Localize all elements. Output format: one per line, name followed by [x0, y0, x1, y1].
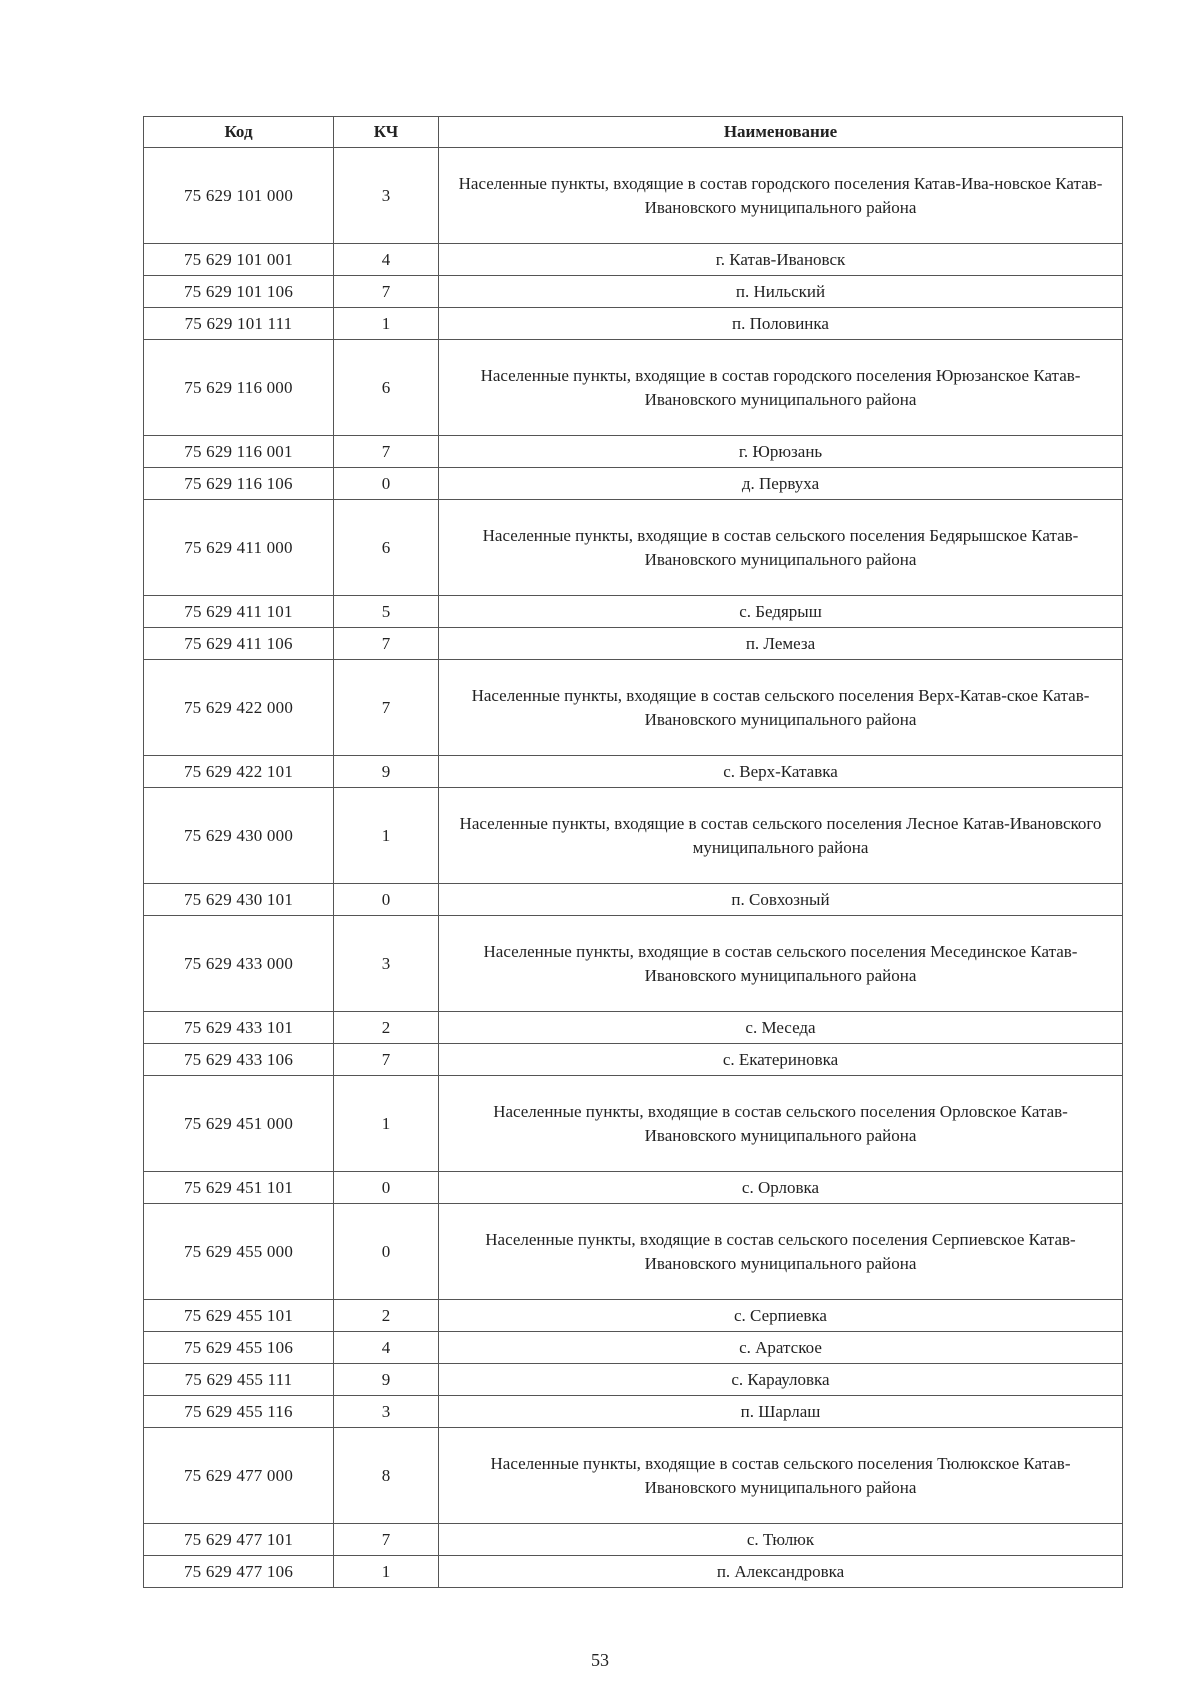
table-row	[144, 1524, 1123, 1556]
cell-name: с. Карауловка	[439, 1364, 1123, 1396]
cell-name: Населенные пункты, входящие в состав сельского поселения Месединское Катав-Ивановского муниципального района	[439, 916, 1123, 1012]
classifier-table	[143, 116, 1123, 1588]
cell-code: 75 629 477 106	[144, 1556, 334, 1588]
table-row	[144, 1396, 1123, 1428]
table-row	[144, 244, 1123, 276]
cell-code: 75 629 433 000	[144, 916, 334, 1012]
header-kch: КЧ	[334, 117, 439, 148]
table-row	[144, 1332, 1123, 1364]
cell-code: 75 629 411 000	[144, 500, 334, 596]
cell-name: Населенные пункты, входящие в состав сельского поселения Орловское Катав-Ивановского муниципального района	[439, 1076, 1123, 1172]
cell-code: 75 629 477 000	[144, 1428, 334, 1524]
table-row	[144, 660, 1123, 756]
cell-name: с. Орловка	[439, 1172, 1123, 1204]
cell-code: 75 629 101 000	[144, 148, 334, 244]
table-row	[144, 436, 1123, 468]
cell-code: 75 629 430 101	[144, 884, 334, 916]
cell-code: 75 629 101 106	[144, 276, 334, 308]
cell-kch: 3	[334, 148, 439, 244]
cell-code: 75 629 116 001	[144, 436, 334, 468]
cell-kch: 1	[334, 1076, 439, 1172]
cell-name: с. Аратское	[439, 1332, 1123, 1364]
cell-kch: 4	[334, 244, 439, 276]
cell-code: 75 629 101 111	[144, 308, 334, 340]
header-code: Код	[144, 117, 334, 148]
cell-kch: 0	[334, 468, 439, 500]
cell-kch: 2	[334, 1012, 439, 1044]
table-body	[144, 148, 1123, 1588]
table-row	[144, 1364, 1123, 1396]
cell-name: с. Меседа	[439, 1012, 1123, 1044]
cell-code: 75 629 430 000	[144, 788, 334, 884]
cell-code: 75 629 455 111	[144, 1364, 334, 1396]
table-row	[144, 1300, 1123, 1332]
cell-kch: 0	[334, 1204, 439, 1300]
cell-name: Населенные пункты, входящие в состав сельского поселения Лесное Катав-Ивановского муниципального района	[439, 788, 1123, 884]
table-row	[144, 596, 1123, 628]
cell-name: Населенные пункты, входящие в состав сельского поселения Серпиевское Катав-Ивановского муниципального района	[439, 1204, 1123, 1300]
table-row	[144, 1204, 1123, 1300]
table-row	[144, 628, 1123, 660]
header-name: Наименование	[439, 117, 1123, 148]
cell-kch: 1	[334, 788, 439, 884]
cell-kch: 1	[334, 1556, 439, 1588]
cell-name: п. Совхозный	[439, 884, 1123, 916]
cell-name: п. Александровка	[439, 1556, 1123, 1588]
cell-code: 75 629 116 106	[144, 468, 334, 500]
cell-name: г. Катав-Ивановск	[439, 244, 1123, 276]
cell-name: с. Тюлюк	[439, 1524, 1123, 1556]
cell-name: п. Лемеза	[439, 628, 1123, 660]
cell-kch: 0	[334, 1172, 439, 1204]
cell-kch: 7	[334, 436, 439, 468]
table-row	[144, 916, 1123, 1012]
cell-kch: 8	[334, 1428, 439, 1524]
table-row	[144, 1172, 1123, 1204]
cell-kch: 7	[334, 1524, 439, 1556]
table-row	[144, 148, 1123, 244]
cell-kch: 7	[334, 628, 439, 660]
cell-kch: 7	[334, 1044, 439, 1076]
table-header-row	[144, 117, 1123, 148]
cell-name: Населенные пункты, входящие в состав сельского поселения Тюлюкское Катав-Ивановского муниципального района	[439, 1428, 1123, 1524]
table-row	[144, 340, 1123, 436]
cell-name: Населенные пункты, входящие в состав сельского поселения Верх-Катав-ское Катав-Ивановского муниципального района	[439, 660, 1123, 756]
cell-name: п. Половинка	[439, 308, 1123, 340]
table-row	[144, 1428, 1123, 1524]
cell-name: Населенные пункты, входящие в состав сельского поселения Бедярышское Катав-Ивановского муниципального района	[439, 500, 1123, 596]
cell-code: 75 629 455 101	[144, 1300, 334, 1332]
cell-kch: 2	[334, 1300, 439, 1332]
cell-kch: 1	[334, 308, 439, 340]
cell-kch: 3	[334, 916, 439, 1012]
cell-kch: 3	[334, 1396, 439, 1428]
table-row	[144, 276, 1123, 308]
cell-code: 75 629 116 000	[144, 340, 334, 436]
cell-name: с. Верх-Катавка	[439, 756, 1123, 788]
table-row	[144, 884, 1123, 916]
cell-code: 75 629 477 101	[144, 1524, 334, 1556]
cell-kch: 5	[334, 596, 439, 628]
table-row	[144, 500, 1123, 596]
table-row	[144, 1076, 1123, 1172]
cell-code: 75 629 455 106	[144, 1332, 334, 1364]
cell-kch: 6	[334, 340, 439, 436]
cell-kch: 9	[334, 1364, 439, 1396]
cell-code: 75 629 433 101	[144, 1012, 334, 1044]
cell-name: п. Шарлаш	[439, 1396, 1123, 1428]
cell-name: с. Бедярыш	[439, 596, 1123, 628]
cell-name: Населенные пункты, входящие в состав городского поселения Катав-Ива-новское Катав-Ивановского муниципального района	[439, 148, 1123, 244]
cell-kch: 7	[334, 660, 439, 756]
table-row	[144, 756, 1123, 788]
table-row	[144, 1044, 1123, 1076]
cell-code: 75 629 101 001	[144, 244, 334, 276]
cell-kch: 9	[334, 756, 439, 788]
cell-code: 75 629 455 000	[144, 1204, 334, 1300]
cell-name: п. Нильский	[439, 276, 1123, 308]
cell-kch: 0	[334, 884, 439, 916]
cell-code: 75 629 451 000	[144, 1076, 334, 1172]
cell-code: 75 629 422 101	[144, 756, 334, 788]
cell-name: д. Первуха	[439, 468, 1123, 500]
cell-kch: 7	[334, 276, 439, 308]
cell-code: 75 629 451 101	[144, 1172, 334, 1204]
table-row	[144, 468, 1123, 500]
cell-name: с. Серпиевка	[439, 1300, 1123, 1332]
cell-name: с. Екатериновка	[439, 1044, 1123, 1076]
table-row	[144, 1556, 1123, 1588]
cell-name: г. Юрюзань	[439, 436, 1123, 468]
cell-code: 75 629 433 106	[144, 1044, 334, 1076]
table-row	[144, 788, 1123, 884]
cell-code: 75 629 411 106	[144, 628, 334, 660]
cell-kch: 4	[334, 1332, 439, 1364]
page-number: 53	[591, 1650, 609, 1670]
cell-code: 75 629 422 000	[144, 660, 334, 756]
cell-kch: 6	[334, 500, 439, 596]
table-row	[144, 1012, 1123, 1044]
cell-name: Населенные пункты, входящие в состав городского поселения Юрюзанское Катав-Ивановского муниципального района	[439, 340, 1123, 436]
cell-code: 75 629 455 116	[144, 1396, 334, 1428]
table-row	[144, 308, 1123, 340]
cell-code: 75 629 411 101	[144, 596, 334, 628]
